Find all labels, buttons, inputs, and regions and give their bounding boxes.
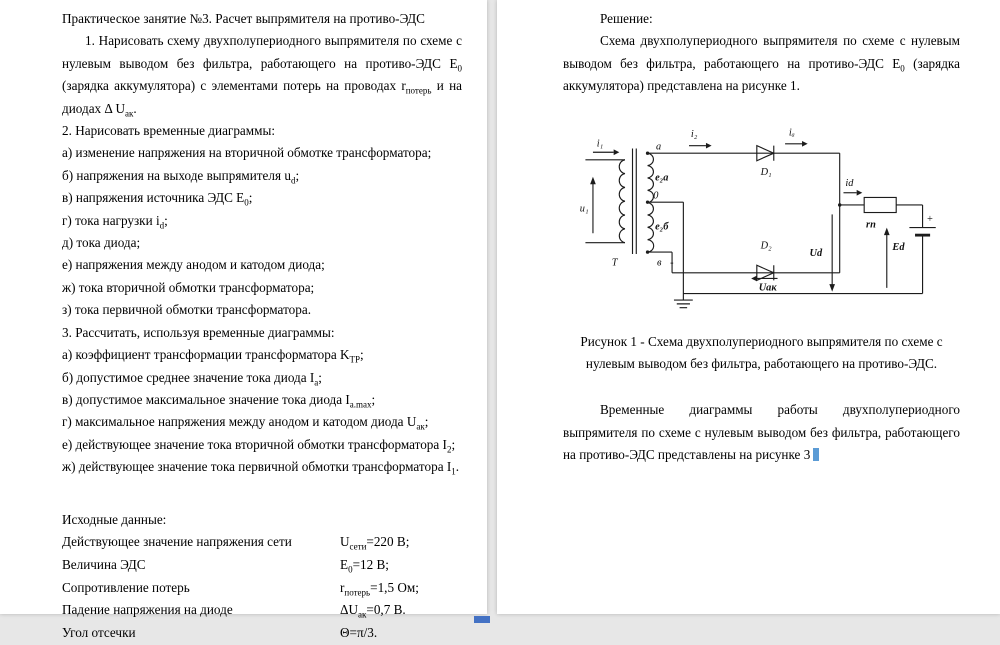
blank-line (62, 479, 462, 509)
i2-arrowhead (705, 142, 711, 148)
tap-v-dot (645, 250, 648, 253)
data-row-emf (62, 554, 462, 577)
circuit-label-e2b: e₂б (654, 221, 668, 233)
circuit-label-ed: Ed (891, 241, 905, 253)
data-value: $U_{сети}=220$ В; (340, 533, 410, 552)
circuit-label-0: 0 (652, 190, 658, 202)
circuit-label-rp: rп (865, 219, 876, 231)
solution-paragraph-2 (563, 399, 960, 466)
data-value: Θ=π/3. (340, 625, 378, 641)
initial-data-heading: Исходные данные: (62, 511, 167, 527)
ia-arrowhead (802, 141, 808, 147)
task-2-item-zh: ж) тока вторичной обмотки трансформатора; (62, 279, 315, 295)
circuit-label-id: id (844, 177, 853, 189)
circuit-label-ia: iₐ (788, 126, 795, 138)
circuit-label-t: T (611, 256, 618, 268)
resistor-rp-box (864, 197, 896, 212)
tap-a-dot (645, 151, 648, 154)
data-label: Величина ЭДС (62, 556, 146, 572)
figure-caption: Рисунок 1 - Схема двухполупериодного выпрямителя по схеме с нулевым выводом без фильтра, работающего на противо-ЭДС. (580, 333, 943, 372)
u1-arrowhead (590, 176, 596, 184)
data-value: $\Delta U_{ак}=0,7$ В. (340, 602, 406, 620)
circuit-label-d2: D₂ (760, 239, 772, 251)
data-value: $r_{потерь}=1,5$ Ом; (340, 579, 419, 598)
circuit-label-d1: D₁ (760, 166, 772, 178)
circuit-label-minus: - (669, 256, 674, 268)
circuit-label-a: a (655, 141, 661, 153)
data-value: $E_0=12$ В; (340, 556, 389, 575)
task-1-paragraph: 1. Нарисовать схему двухполупериодного выпрямителя по схеме с нулевым выводом без фильтра, работающего на противо-ЭДС $E_0$ (зарядка аккумулятора) с элементами потерь на проводах $r_{потерь}$ и на диодах Δ $U_{ак}$. (62, 33, 462, 119)
circuit-label-ud: Ud (809, 247, 822, 259)
page-left[interactable] (0, 0, 487, 641)
solution-heading: Решение: (600, 11, 653, 26)
i1-arrowhead (613, 149, 619, 155)
circuit-label-v: в (656, 256, 661, 268)
circuit-label-uak: Uак (758, 282, 777, 294)
task-3-item-a: а) коэффициент трансформации трансформатора $K_{ТР}$; (62, 347, 364, 365)
transformer-core (632, 148, 636, 253)
task-2-item-v: в) напряжения источника ЭДС $E_0$; (62, 190, 253, 208)
load-junction-dot (838, 203, 841, 206)
load-wire (839, 205, 922, 231)
task-3-item-v: в) допустимое максимальное значение тока диода $I_{а.max}$; (62, 391, 376, 410)
data-label: Падение напряжения на диоде (62, 602, 233, 618)
ground-symbol (673, 293, 692, 307)
ud-arrowhead (829, 284, 835, 292)
data-label: Угол отсечки (62, 625, 136, 641)
solution-paragraph-1: Схема двухполупериодного выпрямителя по схеме с нулевым выводом без фильтра, работающего на противо-ЭДС $E_0$ (зарядка аккумулятора) представлена на рисунке 1. (563, 33, 960, 94)
task-2-item-b: б) напряжения на выходе выпрямителя $u_d$; (62, 167, 300, 186)
doc-title: Практическое занятие №3. Расчет выпрямителя на противо-ЭДС (62, 11, 425, 26)
data-row-loss-resistance (62, 577, 462, 600)
tap-0-dot (645, 200, 648, 203)
task-3-item-g: г) максимальное напряжения между анодом и катодом диода $U_{ак}$; (62, 414, 429, 432)
task-2-heading: 2. Нарисовать временные диаграммы: (62, 123, 275, 139)
task-3-item-b: б) допустимое среднее значение тока диода $I_а$; (62, 369, 322, 388)
data-label: Действующее значение напряжения сети (62, 533, 292, 549)
task-2-item-d: д) тока диода; (62, 235, 141, 251)
circuit-label-i1: i₁ (596, 138, 603, 150)
page-right[interactable] (497, 0, 1000, 614)
task-2-item-a: а) изменение напряжения на вторичной обмотке трансформатора; (62, 145, 432, 161)
text-cursor (813, 448, 819, 461)
circuit-label-u1: u₁ (579, 203, 589, 215)
ed-arrowhead (883, 227, 889, 235)
circuit-diagram (576, 122, 948, 320)
data-row-diode-drop (62, 599, 462, 622)
task-3-item-e: е) действующее значение тока вторичной обмотки трансформатора $I_2$; (62, 436, 456, 455)
circuit-label-plus: + (925, 213, 933, 225)
task-2-item-g: г) тока нагрузки $i_d$; (62, 212, 168, 231)
data-row-cutoff-angle (62, 622, 462, 645)
circuit-label-e2a: e₂а (654, 172, 668, 184)
circuit-label-i2: i₂ (690, 128, 697, 140)
data-label: Сопротивление потерь (62, 579, 190, 595)
task-3-item-zh: ж) действующее значение тока первичной обмотки трансформатора $I_1$. (62, 459, 460, 477)
id-arrowhead (856, 190, 862, 196)
solution-paragraph-2-text: Временные диаграммы работы двухполупериодного выпрямителя по схеме с нулевым выводом без фильтра, работающего на противо-ЭДС представлены на рисунке 3 (563, 402, 960, 463)
primary-coil (619, 159, 625, 242)
task-3-heading: 3. Рассчитать, используя временные диаграммы: (62, 324, 335, 340)
page-break-marker[interactable] (474, 616, 490, 623)
circuit-figure (563, 122, 960, 325)
data-row-mains-voltage (62, 531, 462, 554)
task-2-item-z: з) тока первичной обмотки трансформатора. (62, 302, 311, 318)
uak-arrowhead (751, 275, 757, 281)
task-2-item-e: е) напряжения между анодом и катодом диода; (62, 257, 325, 273)
